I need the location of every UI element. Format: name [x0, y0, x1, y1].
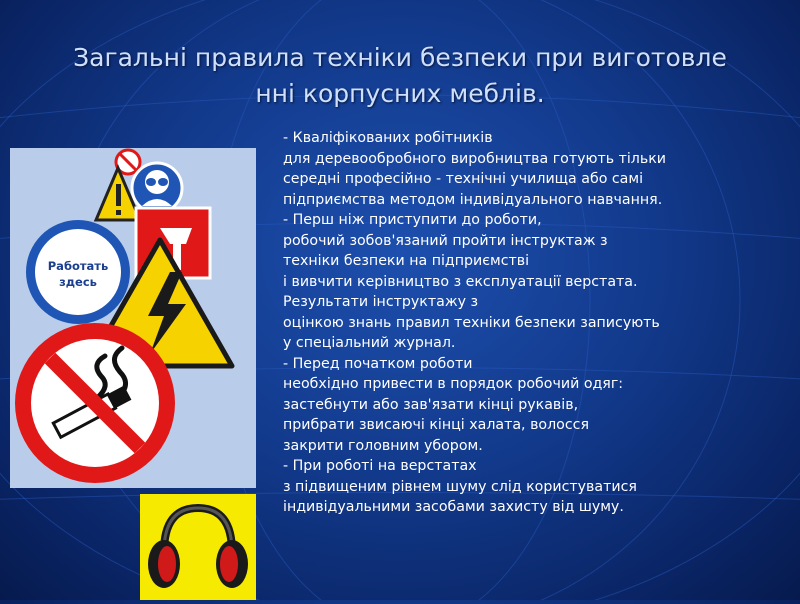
no-smoking-sign-icon [15, 323, 175, 483]
earmuffs-icon [140, 494, 256, 600]
body-line: середні професійно - технічні училища або самі [283, 171, 644, 187]
body-line: індивідуальними засобами захисту від шуму. [283, 499, 624, 515]
body-line: для деревообробного виробництва готують тільки [283, 150, 667, 167]
work-here-sign-text-2: здесь [59, 275, 97, 289]
body-line: - При роботі на верстатах [283, 458, 477, 474]
body-line: у спеціальний журнал. [283, 335, 456, 351]
slide-body-text [283, 128, 783, 518]
body-line: з підвищеним рівнем шуму слід користуватися [283, 478, 637, 495]
body-line: підприємства методом індивідуального навчання. [283, 191, 663, 208]
body-line: робочий зобов'язаний пройти інструктаж з [283, 232, 608, 249]
safety-signs-illustration [10, 148, 256, 488]
body-line: закрити головним убором. [283, 437, 483, 454]
body-line: техніки безпеки на підприємстві [283, 253, 530, 269]
work-here-sign-text-1: Работать [47, 259, 109, 273]
body-line: оцінкою знань правил техніки безпеки записують [283, 314, 660, 331]
body-line: прибрати звисаючі кінці халата, волосся [283, 417, 589, 433]
goggles-mandatory-sign-icon [132, 163, 182, 213]
body-line: застебнути або зав'язати кінці рукавів, [283, 396, 579, 413]
body-line: необхідно привести в порядок робочий одяг: [283, 376, 624, 392]
body-line: - Перед початком роботи [283, 355, 473, 372]
body-line: - Перш ніж приступити до роботи, [283, 212, 542, 228]
slide-title-line-2: нні корпусних меблів. [255, 79, 545, 108]
work-here-sign [26, 220, 130, 324]
ear-protection-image [140, 494, 256, 600]
slide-title [40, 40, 760, 112]
body-line: - Кваліфікованих робітників [283, 130, 493, 146]
body-line: і вивчити керівництво з експлуатації верстата. [283, 273, 638, 290]
safety-signs-image [10, 148, 256, 488]
slide-title-line-1: Загальні правила техніки безпеки при виготовле [73, 43, 727, 72]
body-line: Результати інструктажу з [283, 294, 479, 310]
